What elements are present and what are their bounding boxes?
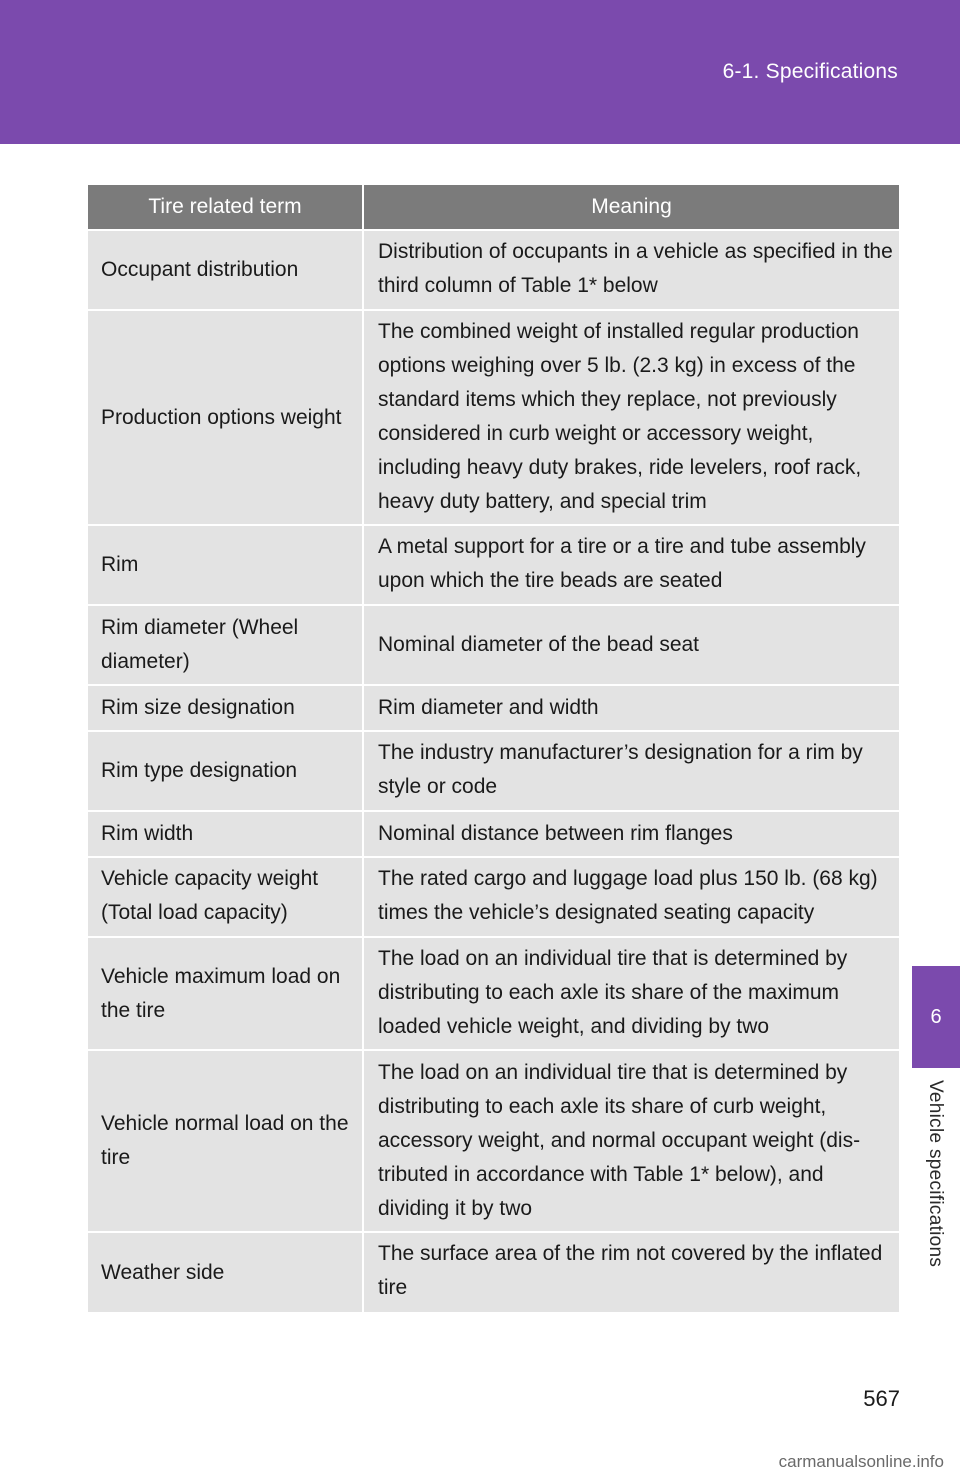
table-row [88, 310, 899, 525]
watermark: carmanualsonline.info [778, 1452, 944, 1471]
meaning-cell: Nominal diameter of the bead seat [363, 605, 899, 685]
term-cell: Rim [88, 525, 363, 605]
term-cell: Vehicle maximum load on the tire [88, 937, 363, 1050]
term-cell: Occupant distribution [88, 230, 363, 310]
chapter-tab[interactable]: 6 [912, 966, 960, 1068]
table-row [88, 1232, 899, 1312]
table-row [88, 1050, 899, 1232]
table-row [88, 731, 899, 811]
table-row [88, 605, 899, 685]
term-cell: Vehicle normal load on the tire [88, 1050, 363, 1232]
table-row [88, 857, 899, 937]
table-header-row [88, 185, 899, 230]
meaning-cell: The load on an individual tire that is determined by distributing to each axle its share of curb weight, accessory weight, and normal occupant weight (dis-tributed in accordance with Table 1* below), and dividing it by two [363, 1050, 899, 1232]
table-row [88, 811, 899, 857]
meaning-cell: Distribution of occupants in a vehicle as specified in the third column of Table 1* below [363, 230, 899, 310]
table-row [88, 685, 899, 731]
table-row [88, 525, 899, 605]
meaning-cell: The surface area of the rim not covered by the inflated tire [363, 1232, 899, 1312]
meaning-cell: The industry manufacturer’s designation for a rim by style or code [363, 731, 899, 811]
term-cell: Rim diameter (Wheel diameter) [88, 605, 363, 685]
chapter-label: Vehicle specifications [925, 1080, 946, 1268]
term-cell: Vehicle capacity weight (Total load capacity) [88, 857, 363, 937]
page-number: 567 [863, 1386, 900, 1411]
meaning-cell: The rated cargo and luggage load plus 150 lb. (68 kg) times the vehicle’s designated seating capacity [363, 857, 899, 937]
meaning-cell: Rim diameter and width [363, 685, 899, 731]
tire-terms-table [88, 185, 899, 1312]
term-cell: Production options weight [88, 310, 363, 525]
term-cell: Rim size designation [88, 685, 363, 731]
term-cell: Rim width [88, 811, 363, 857]
meaning-cell: The combined weight of installed regular production options weighing over 5 lb. (2.3 kg) in excess of the standard items which they replace, not previously considered in curb weight or accessory weight, including heavy duty brakes, ride levelers, roof rack, heavy duty battery, and special trim [363, 310, 899, 525]
meaning-cell: Nominal distance between rim flanges [363, 811, 899, 857]
table-row [88, 937, 899, 1050]
term-cell: Rim type designation [88, 731, 363, 811]
table-row [88, 230, 899, 310]
column-header-term: Tire related term [88, 185, 363, 230]
header-band [0, 0, 960, 144]
section-title: 6-1. Specifications [722, 60, 898, 83]
term-cell: Weather side [88, 1232, 363, 1312]
meaning-cell: The load on an individual tire that is determined by distributing to each axle its share of the maximum loaded vehicle weight, and dividing by two [363, 937, 899, 1050]
meaning-cell: A metal support for a tire or a tire and tube assembly upon which the tire beads are seated [363, 525, 899, 605]
column-header-meaning: Meaning [363, 185, 899, 230]
